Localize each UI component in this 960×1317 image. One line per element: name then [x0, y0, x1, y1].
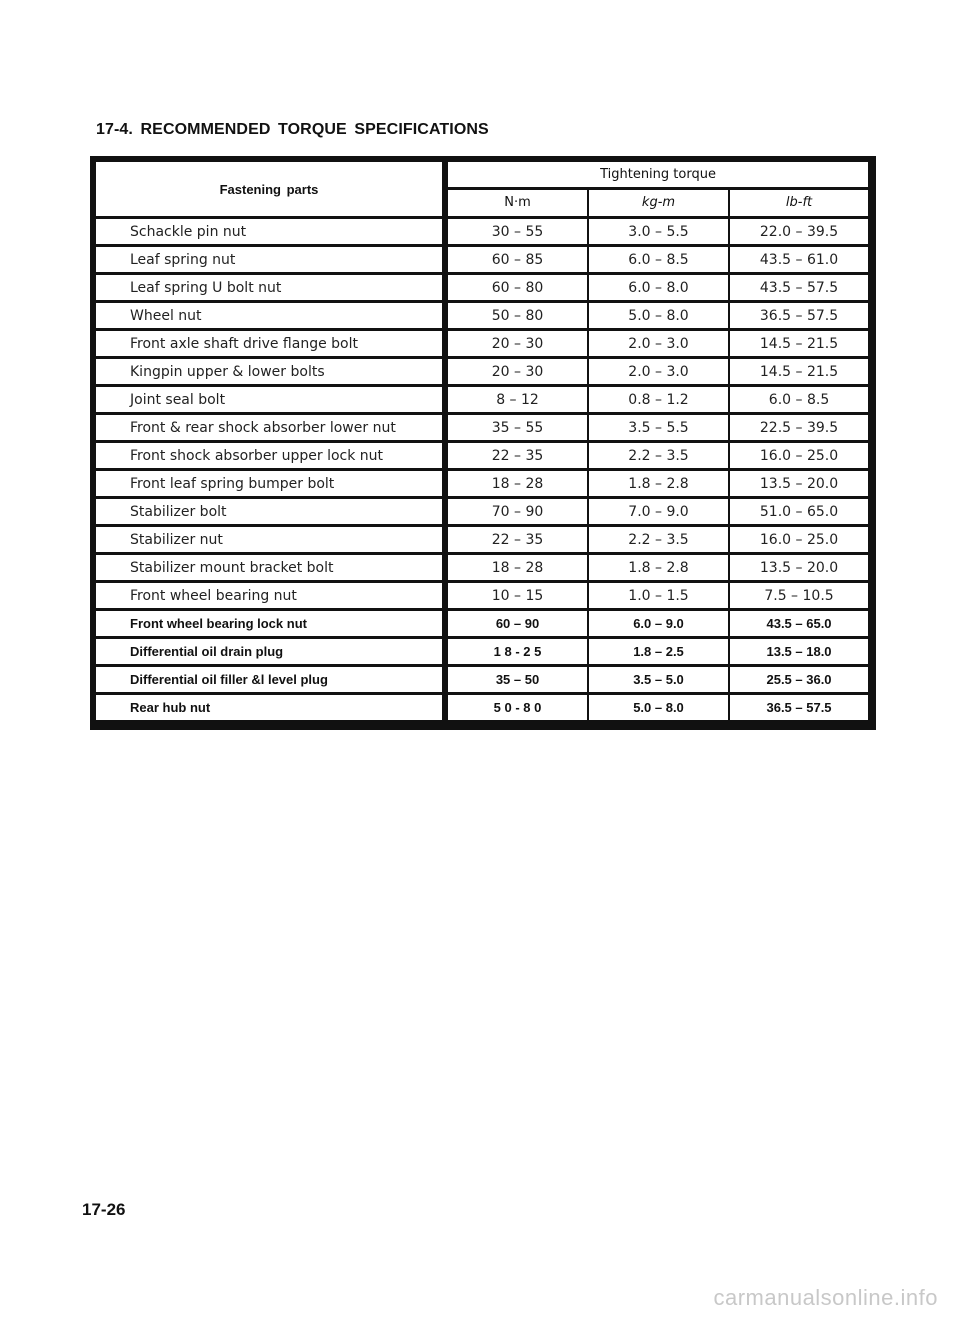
torque-lbft-cell: 13.5 – 20.0	[728, 468, 868, 496]
torque-kgm-cell: 6.0 – 9.0	[587, 608, 728, 636]
torque-lbft-cell: 14.5 – 21.5	[728, 356, 868, 384]
tightening-torque-header: Tightening torque	[446, 162, 868, 190]
fastening-part-cell: Differential oil filler &l level plug	[96, 664, 446, 692]
torque-lbft-cell: 36.5 – 57.5	[728, 692, 868, 720]
torque-lbft-cell: 51.0 – 65.0	[728, 496, 868, 524]
fastening-part-cell: Differential oil drain plug	[96, 636, 446, 664]
table-row	[96, 272, 868, 300]
table-row	[96, 468, 868, 496]
torque-lbft-cell: 13.5 – 20.0	[728, 552, 868, 580]
fastening-part-cell: Front wheel bearing nut	[96, 580, 446, 608]
torque-nm-cell: 22 – 35	[446, 524, 587, 552]
fastening-part-cell: Schackle pin nut	[96, 216, 446, 244]
torque-nm-cell: 20 – 30	[446, 356, 587, 384]
torque-table-body	[96, 216, 868, 720]
torque-lbft-cell: 14.5 – 21.5	[728, 328, 868, 356]
torque-nm-cell: 5 0 - 8 0	[446, 692, 587, 720]
torque-kgm-cell: 1.8 – 2.8	[587, 552, 728, 580]
fastening-part-cell: Front wheel bearing lock nut	[96, 608, 446, 636]
page-number: 17-26	[82, 1200, 126, 1219]
fastening-part-cell: Front leaf spring bumper bolt	[96, 468, 446, 496]
table-row	[96, 384, 868, 412]
torque-nm-cell: 18 – 28	[446, 468, 587, 496]
table-row	[96, 244, 868, 272]
torque-nm-cell: 35 – 55	[446, 412, 587, 440]
table-row	[96, 524, 868, 552]
torque-nm-cell: 30 – 55	[446, 216, 587, 244]
torque-nm-cell: 18 – 28	[446, 552, 587, 580]
torque-spec-table-frame	[90, 156, 876, 730]
table-row	[96, 356, 868, 384]
torque-kgm-cell: 2.2 – 3.5	[587, 524, 728, 552]
torque-nm-cell: 35 – 50	[446, 664, 587, 692]
table-row	[96, 300, 868, 328]
torque-nm-cell: 22 – 35	[446, 440, 587, 468]
torque-nm-cell: 10 – 15	[446, 580, 587, 608]
torque-nm-cell: 60 – 85	[446, 244, 587, 272]
table-row	[96, 552, 868, 580]
torque-lbft-cell: 16.0 – 25.0	[728, 524, 868, 552]
page-title: 17-4. RECOMMENDED TORQUE SPECIFICATIONS	[96, 121, 489, 138]
torque-nm-cell: 1 8 - 2 5	[446, 636, 587, 664]
torque-lbft-cell: 43.5 – 57.5	[728, 272, 868, 300]
fastening-parts-header: Fastening parts	[96, 162, 446, 216]
table-row	[96, 216, 868, 244]
torque-kgm-cell: 3.0 – 5.5	[587, 216, 728, 244]
fastening-part-cell: Kingpin upper & lower bolts	[96, 356, 446, 384]
fastening-part-cell: Stabilizer mount bracket bolt	[96, 552, 446, 580]
torque-nm-cell: 20 – 30	[446, 328, 587, 356]
torque-kgm-cell: 6.0 – 8.5	[587, 244, 728, 272]
table-row	[96, 692, 868, 720]
torque-kgm-cell: 3.5 – 5.5	[587, 412, 728, 440]
torque-nm-cell: 50 – 80	[446, 300, 587, 328]
fastening-part-cell: Rear hub nut	[96, 692, 446, 720]
table-row	[96, 664, 868, 692]
torque-lbft-cell: 6.0 – 8.5	[728, 384, 868, 412]
torque-nm-cell: 8 – 12	[446, 384, 587, 412]
torque-kgm-cell: 5.0 – 8.0	[587, 300, 728, 328]
fastening-part-cell: Joint seal bolt	[96, 384, 446, 412]
torque-lbft-cell: 16.0 – 25.0	[728, 440, 868, 468]
watermark: carmanualsonline.info	[713, 1285, 938, 1310]
fastening-part-cell: Leaf spring U bolt nut	[96, 272, 446, 300]
table-row	[96, 608, 868, 636]
torque-lbft-cell: 13.5 – 18.0	[728, 636, 868, 664]
torque-nm-cell: 70 – 90	[446, 496, 587, 524]
fastening-part-cell: Front shock absorber upper lock nut	[96, 440, 446, 468]
table-row	[96, 412, 868, 440]
torque-lbft-cell: 36.5 – 57.5	[728, 300, 868, 328]
table-row	[96, 328, 868, 356]
torque-kgm-cell: 0.8 – 1.2	[587, 384, 728, 412]
fastening-part-cell: Stabilizer nut	[96, 524, 446, 552]
torque-kgm-cell: 2.0 – 3.0	[587, 356, 728, 384]
fastening-part-cell: Front axle shaft drive flange bolt	[96, 328, 446, 356]
table-row	[96, 580, 868, 608]
fastening-part-cell: Stabilizer bolt	[96, 496, 446, 524]
table-row	[96, 440, 868, 468]
unit-header-kgm: kg-m	[587, 190, 728, 216]
torque-nm-cell: 60 – 80	[446, 272, 587, 300]
table-row	[96, 636, 868, 664]
torque-kgm-cell: 1.8 – 2.8	[587, 468, 728, 496]
torque-kgm-cell: 6.0 – 8.0	[587, 272, 728, 300]
torque-lbft-cell: 43.5 – 61.0	[728, 244, 868, 272]
torque-lbft-cell: 22.0 – 39.5	[728, 216, 868, 244]
torque-kgm-cell: 2.0 – 3.0	[587, 328, 728, 356]
fastening-part-cell: Wheel nut	[96, 300, 446, 328]
torque-lbft-cell: 25.5 – 36.0	[728, 664, 868, 692]
torque-lbft-cell: 43.5 – 65.0	[728, 608, 868, 636]
torque-kgm-cell: 1.0 – 1.5	[587, 580, 728, 608]
unit-header-nm: N·m	[446, 190, 587, 216]
torque-kgm-cell: 1.8 – 2.5	[587, 636, 728, 664]
torque-lbft-cell: 7.5 – 10.5	[728, 580, 868, 608]
fastening-part-cell: Leaf spring nut	[96, 244, 446, 272]
fastening-part-cell: Front & rear shock absorber lower nut	[96, 412, 446, 440]
unit-header-lbft: lb-ft	[728, 190, 868, 216]
torque-spec-table	[96, 162, 868, 720]
torque-kgm-cell: 3.5 – 5.0	[587, 664, 728, 692]
table-row	[96, 496, 868, 524]
torque-kgm-cell: 7.0 – 9.0	[587, 496, 728, 524]
torque-nm-cell: 60 – 90	[446, 608, 587, 636]
torque-kgm-cell: 2.2 – 3.5	[587, 440, 728, 468]
torque-kgm-cell: 5.0 – 8.0	[587, 692, 728, 720]
torque-lbft-cell: 22.5 – 39.5	[728, 412, 868, 440]
